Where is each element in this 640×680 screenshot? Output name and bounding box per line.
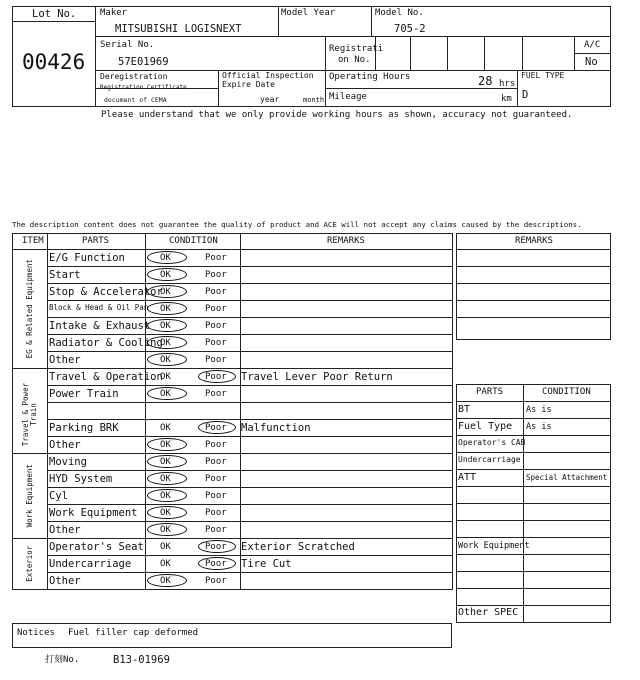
table-column-divider <box>452 233 453 590</box>
registration-label-2: on No. <box>338 55 371 65</box>
side-remarks-row-line <box>456 339 611 340</box>
condition-ok-option[interactable]: OK <box>160 440 171 450</box>
notices-box <box>12 623 452 648</box>
remark-text: Tire Cut <box>241 558 292 570</box>
col-condition-header: CONDITION <box>169 236 218 246</box>
condition-poor-option[interactable]: Poor <box>205 321 227 331</box>
part-name: Power Train <box>49 388 119 400</box>
ok-selected-circle <box>147 336 187 349</box>
month-label: month <box>303 96 325 104</box>
row-divider <box>47 351 452 352</box>
ok-selected-circle <box>147 387 187 400</box>
hours-value: 28 <box>478 74 493 88</box>
fuel-type-label: FUEL TYPE <box>521 71 565 80</box>
row-divider <box>47 521 452 522</box>
lot-label: Lot No. <box>32 8 77 20</box>
ok-selected-circle <box>147 285 187 298</box>
part-name: Intake & Exhaust <box>49 320 151 332</box>
side-parts-row-line <box>456 554 611 555</box>
side-parts-row-line <box>456 520 611 521</box>
condition-poor-option[interactable]: Poor <box>205 389 227 399</box>
stamp-label: 打刻No. <box>45 655 80 665</box>
condition-ok-option[interactable]: OK <box>160 457 171 467</box>
condition-ok-option[interactable]: OK <box>160 321 171 331</box>
ok-selected-circle <box>147 489 187 502</box>
condition-ok-option[interactable]: OK <box>160 508 171 518</box>
serial-value: 57E01969 <box>118 56 169 68</box>
remark-text: Malfunction <box>241 422 311 434</box>
row-divider <box>47 402 452 403</box>
side-remarks-header: REMARKS <box>515 236 553 246</box>
condition-ok-option[interactable]: OK <box>160 491 171 501</box>
ok-selected-circle <box>147 506 187 519</box>
side-parts-row-line <box>456 452 611 453</box>
condition-ok-option[interactable]: OK <box>160 542 171 552</box>
condition-ok-option[interactable]: OK <box>160 576 171 586</box>
condition-poor-option[interactable]: Poor <box>205 576 227 586</box>
side-condition-value: Special Attachment <box>526 473 608 482</box>
row-divider <box>47 300 452 301</box>
condition-poor-option[interactable]: Poor <box>205 423 227 433</box>
poor-selected-circle <box>198 540 236 553</box>
year-label: year <box>260 95 280 104</box>
condition-poor-option[interactable]: Poor <box>205 270 227 280</box>
side-condition-value: As is <box>526 405 552 415</box>
side-other-spec-label: Other SPEC <box>458 607 519 618</box>
registration-certificate-label: Registration Certificate <box>100 84 187 91</box>
col-parts-header: PARTS <box>82 236 110 246</box>
part-name: Other <box>49 524 81 536</box>
row-divider <box>47 504 452 505</box>
condition-poor-option[interactable]: Poor <box>205 559 227 569</box>
side-parts-table <box>456 384 611 623</box>
side-parts-row-line <box>456 384 611 385</box>
group-divider <box>12 538 452 539</box>
side-parts-header: PARTS <box>476 387 504 397</box>
condition-ok-option[interactable]: OK <box>160 304 171 314</box>
ok-selected-circle <box>147 438 187 451</box>
condition-ok-option[interactable]: OK <box>160 474 171 484</box>
ac-label: A/C <box>584 40 601 50</box>
fuel-type-value: D <box>522 89 529 101</box>
model-year-label: Model Year <box>281 8 336 18</box>
poor-selected-circle <box>198 421 236 434</box>
side-remarks-row-line <box>456 283 611 284</box>
serial-label: Serial No. <box>100 40 155 50</box>
part-name: Moving <box>49 456 87 468</box>
ok-selected-circle <box>147 455 187 468</box>
item-group-label: Work Equipment <box>24 463 34 527</box>
ok-selected-circle <box>147 472 187 485</box>
part-name: Undercarriage <box>49 558 132 570</box>
ok-selected-circle <box>147 353 187 366</box>
side-parts-row-line <box>456 537 611 538</box>
model-no-label: Model No. <box>375 8 424 18</box>
condition-poor-option[interactable]: Poor <box>205 253 227 263</box>
side-remarks-row-line <box>456 233 611 234</box>
condition-ok-option[interactable]: OK <box>160 355 171 365</box>
mileage-label: Mileage <box>329 92 367 102</box>
part-name: HYD System <box>49 473 113 485</box>
condition-poor-option[interactable]: Poor <box>205 304 227 314</box>
side-parts-row-line <box>456 622 611 623</box>
condition-ok-option[interactable]: OK <box>160 559 171 569</box>
side-remarks-row-line <box>456 300 611 301</box>
row-divider <box>47 487 452 488</box>
condition-poor-option[interactable]: Poor <box>205 338 227 348</box>
row-divider <box>47 283 452 284</box>
part-name: Block & Head & Oil Pan <box>49 303 149 312</box>
cema-label: document of CEMA <box>104 96 167 104</box>
row-divider <box>47 317 452 318</box>
side-condition-header: CONDITION <box>542 387 591 397</box>
lot-number: 00426 <box>22 50 86 74</box>
part-name: E/G Function <box>49 252 125 264</box>
condition-ok-option[interactable]: OK <box>160 287 171 297</box>
row-divider <box>47 572 452 573</box>
part-name: Stop & Accelerator <box>49 286 163 298</box>
disclaimer: The description content does not guarantee the quality of product and ACE will not accept any claims caused by the descriptions. <box>12 220 582 229</box>
ok-selected-circle <box>147 319 187 332</box>
inspection-label-2: Expire Date <box>222 80 275 89</box>
part-name: Start <box>49 269 81 281</box>
registration-label: Registrati <box>329 44 384 54</box>
inspection-table <box>12 233 452 589</box>
ac-value: No <box>585 56 598 68</box>
hours-note: Please understand that we only provide working hours as shown, accuracy not guaranteed. <box>101 110 573 120</box>
side-part-name: ATT <box>458 472 477 483</box>
remark-text: Exterior Scratched <box>241 541 355 553</box>
col-item-header: ITEM <box>22 236 44 246</box>
notices-label: Notices <box>17 628 55 638</box>
side-parts-row-line <box>456 503 611 504</box>
ok-selected-circle <box>147 302 187 315</box>
part-name: Other <box>49 354 81 366</box>
row-divider <box>47 436 452 437</box>
item-group-label: EG & Related Equipment <box>24 258 34 358</box>
side-part-name: Fuel Type <box>458 421 513 432</box>
side-remarks-row-line <box>456 266 611 267</box>
table-column-divider <box>47 233 48 590</box>
side-remarks-row-line <box>456 317 611 318</box>
row-divider <box>47 334 452 335</box>
side-parts-row-line <box>456 571 611 572</box>
side-condition-value: As is <box>526 422 552 432</box>
table-header-divider <box>12 249 452 250</box>
stamp-value: B13-01969 <box>113 654 170 666</box>
table-border <box>12 233 452 234</box>
row-divider <box>47 555 452 556</box>
row-divider <box>47 266 452 267</box>
ok-selected-circle <box>147 268 187 281</box>
side-part-name: Undercarriage <box>458 455 521 464</box>
condition-poor-option[interactable]: Poor <box>205 440 227 450</box>
group-divider <box>12 453 452 454</box>
poor-selected-circle <box>198 557 236 570</box>
part-name: Parking BRK <box>49 422 119 434</box>
condition-poor-option[interactable]: Poor <box>205 525 227 535</box>
notices-text: Fuel filler cap deformed <box>68 628 199 638</box>
condition-ok-option[interactable]: OK <box>160 525 171 535</box>
side-parts-row-line <box>456 486 611 487</box>
remark-text: Travel Lever Poor Return <box>241 371 393 383</box>
hours-unit: hrs <box>499 79 516 89</box>
row-divider <box>47 470 452 471</box>
side-remarks-table <box>456 233 611 340</box>
row-divider <box>47 419 452 420</box>
inspection-label: Official Inspection <box>222 71 314 80</box>
part-name: Operator's Seat <box>49 541 144 553</box>
col-remarks-header: REMARKS <box>327 236 365 246</box>
part-name: Radiator & Cooling <box>49 337 163 349</box>
part-name: Other <box>49 575 81 587</box>
condition-ok-option[interactable]: OK <box>160 389 171 399</box>
side-parts-row-line <box>456 401 611 402</box>
condition-ok-option[interactable]: OK <box>160 270 171 280</box>
condition-poor-option[interactable]: Poor <box>205 474 227 484</box>
hours-label: Operating Hours <box>329 72 411 82</box>
ok-selected-circle <box>147 251 187 264</box>
table-column-divider <box>12 233 13 590</box>
ok-selected-circle <box>147 523 187 536</box>
row-divider <box>47 385 452 386</box>
item-group-label: Exterior <box>24 545 34 582</box>
side-parts-row-line <box>456 469 611 470</box>
side-part-name: BT <box>458 404 471 415</box>
side-parts-row-line <box>456 418 611 419</box>
condition-poor-option[interactable]: Poor <box>205 287 227 297</box>
condition-poor-option[interactable]: Poor <box>205 457 227 467</box>
condition-ok-option[interactable]: OK <box>160 423 171 433</box>
condition-poor-option[interactable]: Poor <box>205 355 227 365</box>
side-parts-row-line <box>456 588 611 589</box>
side-work-equipment-label: Work Equipment <box>458 541 530 551</box>
side-part-name: Operator's CAB <box>458 438 526 447</box>
table-border <box>12 589 452 590</box>
condition-poor-option[interactable]: Poor <box>205 491 227 501</box>
side-remarks-row-line <box>456 249 611 250</box>
condition-ok-option[interactable]: OK <box>160 253 171 263</box>
ok-selected-circle <box>147 574 187 587</box>
item-group-label: Travel & Power Train <box>20 382 37 446</box>
part-name: Travel & Operation <box>49 371 163 383</box>
condition-ok-option[interactable]: OK <box>160 372 171 382</box>
part-name: Other <box>49 439 81 451</box>
condition-poor-option[interactable]: Poor <box>205 508 227 518</box>
condition-ok-option[interactable]: OK <box>160 338 171 348</box>
part-name: Work Equipment <box>49 507 138 519</box>
poor-selected-circle <box>198 370 236 383</box>
side-parts-row-line <box>456 605 611 606</box>
group-divider <box>12 368 452 369</box>
mileage-unit: km <box>501 94 512 104</box>
deregistration-label: Deregistration <box>100 72 168 81</box>
condition-poor-option[interactable]: Poor <box>205 372 227 382</box>
side-parts-row-line <box>456 435 611 436</box>
model-no-value: 705-2 <box>394 23 426 35</box>
maker-label: Maker <box>100 8 128 18</box>
condition-poor-option[interactable]: Poor <box>205 542 227 552</box>
part-name: Cyl <box>49 490 68 502</box>
maker-value: MITSUBISHI LOGISNEXT <box>115 23 242 35</box>
table-column-divider <box>240 233 241 590</box>
